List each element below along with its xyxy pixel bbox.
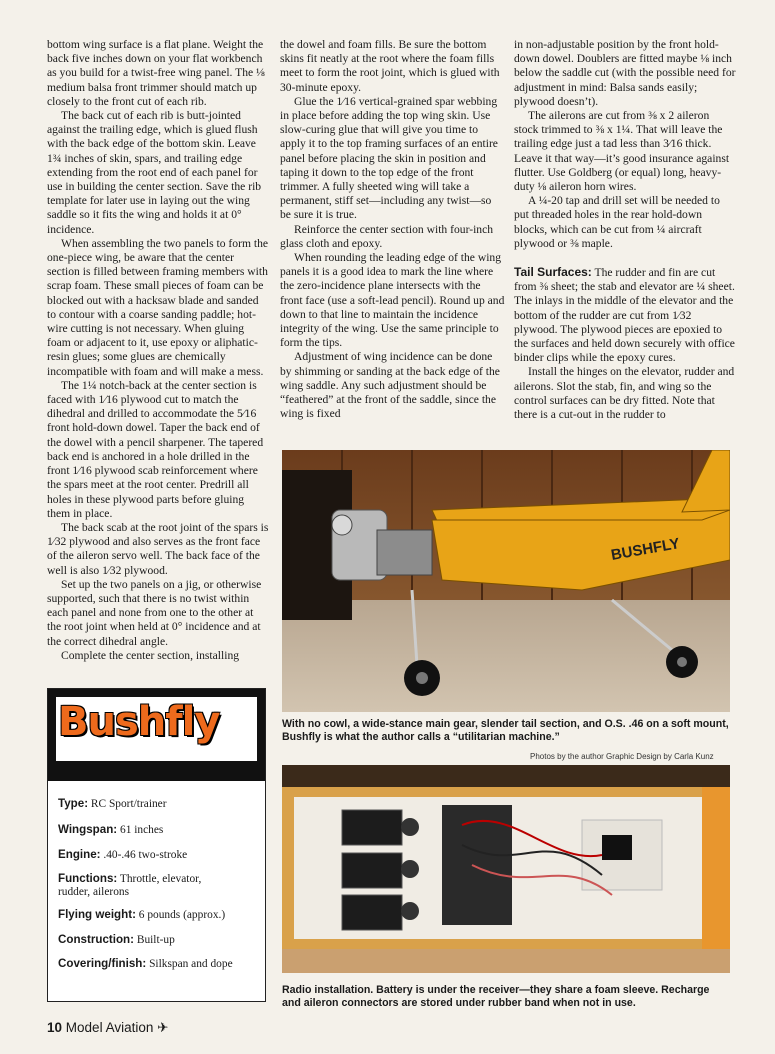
photo-caption: With no cowl, a wide-stance main gear, slender tail section, and O.S. .46 on a soft mount, Bushfly is what the author calls a “utilitarian machine.” (282, 718, 729, 743)
paragraph: Adjustment of wing incidence can be done by shimming or sanding at the back edge of the wing saddle. Any such adjustment should be “feathered” at the front of the saddle, since the wing is fixed (280, 350, 500, 421)
radio-installation-photo (282, 765, 730, 973)
paragraph: Complete the center section, installing (61, 648, 240, 662)
article-column-3 (514, 38, 736, 422)
bushfly-logo: Bushfly (58, 699, 220, 745)
paragraph: Reinforce the center section with four-inch glass cloth and epoxy. (280, 222, 494, 250)
paragraph: A ¼-20 tap and drill set will be needed to put threaded holes in the rear hold-down blocks, which can be cut from ¼ aircraft plywood or ⅜ maple. (514, 194, 720, 250)
article-column-1 (47, 38, 269, 663)
article-column-2 (280, 38, 505, 421)
spec-covering: Covering/finish: Silkspan and dope (58, 957, 233, 970)
airplane-illustration (282, 450, 730, 712)
paragraph: Install the hinges on the elevator, rudder and ailerons. Slot the stab, fin, and wing so the control surfaces can be dry fitted. Note that there is a cut-out in the rudder to (514, 365, 735, 422)
logo-band (48, 689, 265, 781)
photo-credits: Photos by the author Graphic Design by Carla Kunz (530, 752, 714, 761)
paragraph: The back cut of each rib is butt-jointed against the trailing edge, which is glued flush with the back edge of the bottom skin. Leave 1¾ inches of skin, spars, and trailing edge extending from the root end of each panel for use in building the center section. Save the rib template for later use in laying out the wing saddle so it fits the wing and holds it at 0° incidence. (47, 109, 262, 236)
paragraph: in non-adjustable position by the front hold-down dowel. Doublers are fitted maybe ⅛ inch below the saddle cut (with the possible need for adjustment in mind: Balsa sands easily; plywood doesn’t). (514, 38, 736, 108)
paragraph: When assembling the two panels to form the one-piece wing, be aware that the center section is filled between framing members with scrap foam. These small pieces of foam can be blocked out with a hacksaw blade and sanded to contour with a coarse sanding paddle; hot-wire cutting is not necessary. When gluing foam or adjacent to it, use epoxy or aliphatic-resin glues; some glues are chemically incompatible with foam and will make a mess. (47, 236, 269, 378)
airplane-photo (282, 450, 730, 712)
section-heading: Tail Surfaces: (514, 265, 592, 280)
magazine-name: Model Aviation (65, 1020, 154, 1035)
radio-illustration (282, 765, 730, 973)
spec-engine: Engine: .40-.46 two-stroke (58, 848, 188, 861)
paragraph: the dowel and foam fills. Be sure the bottom skins fit neatly at the root where the foam fills meet to form the root joint, which is glued with 30-minute epoxy. (280, 38, 500, 94)
paragraph-text: The rudder and fin are cut from ⅜ sheet; the stab and elevator are ¼ sheet. The inlays in the middle of the elevator and the bottom of the rudder are cut from 1⁄32 plywood. The plywood pieces are epoxied to the surfaces and held down securely with office binder clips while the epoxy cures. (514, 266, 735, 365)
paragraph: bottom wing surface is a flat plane. Weight the back five inches down on your flat workbench as you build for a twist-free wing panel. The ⅛ medium balsa front trimmer should match up closely to the front cut of each rib. (47, 38, 265, 108)
fuselage-lettering: BUSHFLY (609, 535, 682, 564)
paragraph: Glue the 1⁄16 vertical-grained spar webbing in place before adding the top wing skin. Use slow-curing glue that will give you time to apply it to the top framing surfaces of an entire panel before placing the skin in position and taping it down to the top edge of the front trimmer. A fully sheeted wing will take a permanent, stiff set—including any twist—so be sure it is true. (280, 94, 498, 222)
spec-type: Type: RC Sport/trainer (58, 797, 167, 810)
spec-construction: Construction: Built-up (58, 933, 175, 946)
paragraph: Set up the two panels on a jig, or otherwise supported, such that there is no twist within each panel and none from one to the other at the root joint when held at 0° incidence and at the correct dihedral angle. (47, 577, 262, 648)
paragraph (514, 265, 736, 365)
spec-functions-cont: rudder, ailerons (58, 886, 130, 898)
airplane-icon: ✈ (157, 1020, 169, 1035)
page-footer (47, 1020, 168, 1036)
photo-caption: Radio installation. Battery is under the receiver—they share a foam sleeve. Recharge and aileron connectors are stored under rubber band when not in use. (282, 984, 710, 1009)
paragraph: The back scab at the root joint of the spars is 1⁄32 plywood and also serves as the front face of the aileron servo well. The back face of the well is also 1⁄32 plywood. (47, 520, 269, 577)
spec-flying-weight: Flying weight: 6 pounds (approx.) (58, 908, 226, 921)
spec-box (47, 688, 266, 1002)
paragraph: The ailerons are cut from ⅜ x 2 aileron stock trimmed to ⅜ x 1¼. That will leave the trailing edge just a tad less than 3⁄16 thick. Leave it that way—it’s good insurance against flutter. Use Goldberg (or equal) long, heavy-duty ⅛ aileron horn wires. (514, 109, 730, 194)
spec-functions: Functions: Throttle, elevator, (58, 872, 202, 885)
spec-wingspan: Wingspan: 61 inches (58, 823, 164, 836)
page-number: 10 (47, 1020, 63, 1035)
paragraph: When rounding the leading edge of the wing panels it is a good idea to mark the line where the zero-incidence plane intersects with the front face (use a soft-lead pencil). Round up and down to that line to maintain the incidence integrity of the wing. Use the same principle to form the tips. (280, 251, 505, 350)
paragraph: The 1¼ notch-back at the center section is faced with 1⁄16 plywood cut to match the dihedral and drilled to accommodate the 5⁄16 front hold-down dowel. Taper the back end of the dowel with a pencil sharpener. The tapered back end is anchored in a hole drilled in the front 1⁄16 plywood scab reinforcement where the spars meet at the root center. Predrill all holes in these plywood parts before gluing them in place. (47, 378, 264, 520)
